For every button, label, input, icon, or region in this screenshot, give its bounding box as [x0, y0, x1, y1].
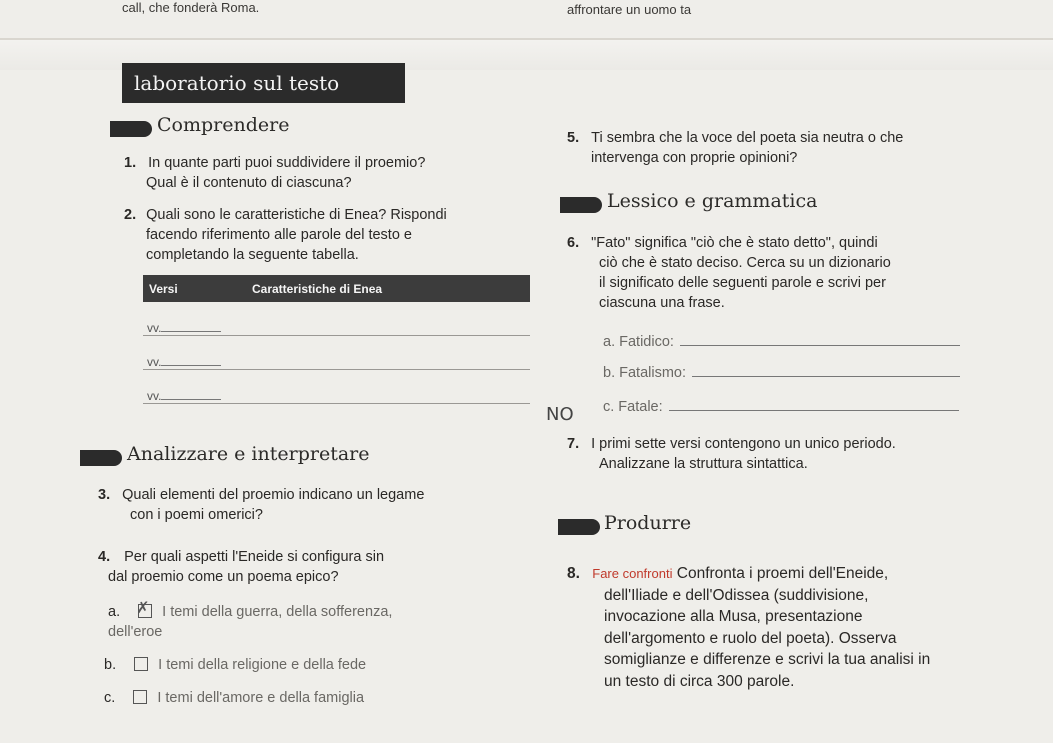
question-2 — [124, 205, 447, 265]
option-letter: c. — [104, 690, 116, 706]
q8-tag: Fare confronti — [592, 566, 673, 581]
section-marker — [80, 450, 122, 466]
fold-line — [0, 38, 1053, 40]
q8-number: 8. — [567, 565, 580, 582]
section-comprendere: Comprendere — [157, 114, 290, 136]
option-b[interactable] — [104, 655, 366, 675]
q7-number: 7. — [567, 436, 580, 452]
q4-line1: Per quali aspetti l'Eneide si configura sin — [124, 549, 385, 565]
option-letter: b. — [104, 657, 117, 673]
item-label: c. Fatale: — [603, 399, 663, 415]
checkbox-icon[interactable] — [134, 657, 148, 671]
q6-line4: ciascuna una frase. — [599, 295, 725, 311]
q1-line1: In quante parti puoi suddividere il proemio? — [148, 155, 426, 171]
checkbox-icon[interactable] — [133, 690, 147, 704]
question-6 — [567, 233, 891, 313]
question-8 — [567, 563, 930, 692]
checkbox-checked-icon[interactable]: ✗ — [138, 604, 152, 618]
section-marker — [558, 519, 600, 535]
q8-line3: invocazione alla Musa, presentazione — [604, 608, 863, 625]
table-cell-caratteristiche[interactable] — [246, 370, 530, 404]
q8-line2: dell'Iliade e dell'Odissea (suddivisione, — [604, 586, 869, 604]
q6-line1: "Fato" significa "ciò che è stato detto", quindi — [591, 235, 878, 251]
option-text-2: dell'eroe — [108, 624, 163, 640]
q3-line1: Quali elementi del proemio indicano un legame — [122, 487, 425, 503]
section-produrre: Produrre — [604, 512, 692, 534]
top-right-text: affrontare un uomo ta — [567, 2, 692, 17]
question-7 — [567, 434, 896, 474]
item-label: a. Fatidico: — [603, 334, 674, 350]
q8-line4: dell'argomento e ruolo del poeta). Osserva — [604, 629, 897, 647]
section-analizzare: Analizzare e interpretare — [127, 443, 370, 465]
q2-line1: Quali sono le caratteristiche di Enea? Rispondi — [146, 207, 447, 223]
q6-item-c[interactable] — [603, 397, 959, 417]
table-cell-versi[interactable]: vv. — [143, 336, 246, 370]
q4-number: 4. — [98, 549, 111, 565]
table-row — [143, 302, 530, 336]
q4-line2: dal proemio come un poema epico? — [108, 569, 339, 585]
table-row — [143, 336, 530, 370]
question-4 — [98, 547, 384, 587]
table-cell-versi[interactable]: vv. — [143, 370, 246, 404]
table-cell-versi[interactable]: vv. — [143, 302, 246, 336]
table-header-versi: Versi — [143, 275, 246, 302]
q8-line5: somiglianze e differenze e scrivi la tua analisi in — [604, 651, 931, 668]
q6-number: 6. — [567, 235, 580, 251]
q3-number: 3. — [98, 487, 111, 503]
section-marker — [560, 197, 602, 213]
q5-line1: Ti sembra che la voce del poeta sia neutra o che — [591, 130, 904, 146]
q3-line2: con i poemi omerici? — [130, 507, 263, 523]
q7-line1: I primi sette versi contengono un unico periodo. — [591, 436, 896, 452]
q2-line2: facendo riferimento alle parole del testo e — [146, 227, 412, 243]
q7-line2: Analizzane la struttura sintattica. — [599, 456, 808, 472]
q5-number: 5. — [567, 130, 580, 146]
q6-item-a[interactable] — [603, 332, 960, 352]
table-header-caratteristiche: Caratteristiche di Enea — [246, 275, 530, 302]
section-marker — [110, 121, 152, 137]
question-3 — [98, 485, 424, 525]
q2-line3: completando la seguente tabella. — [146, 247, 359, 263]
q6-line2: ciò che è stato deciso. Cerca su un dizionario — [599, 255, 891, 271]
option-c[interactable] — [104, 688, 364, 708]
table-cell-caratteristiche[interactable] — [246, 336, 530, 370]
q8-line1: Confronta i proemi dell'Eneide, — [676, 565, 889, 582]
section-lessico: Lessico e grammatica — [607, 190, 818, 212]
option-a[interactable] — [108, 602, 392, 642]
banner — [122, 63, 405, 103]
handwritten-note: NO — [546, 404, 574, 425]
q8-line6: un testo di circa 300 parole. — [604, 672, 795, 690]
question-5 — [567, 128, 903, 168]
q2-number: 2. — [124, 207, 137, 223]
q1-number: 1. — [124, 155, 137, 171]
option-text: I temi della guerra, della sofferenza, — [162, 604, 393, 620]
table-row — [143, 370, 530, 404]
top-left-text: call, che fonderà Roma. — [122, 0, 260, 15]
enea-table — [143, 275, 530, 404]
q6-item-b[interactable] — [603, 363, 960, 383]
question-1 — [124, 153, 425, 193]
table-cell-caratteristiche[interactable] — [246, 302, 530, 336]
option-text: I temi dell'amore e della famiglia — [157, 690, 365, 706]
option-letter: a. — [108, 604, 121, 620]
q1-line2: Qual è il contenuto di ciascuna? — [146, 175, 352, 191]
banner-title: laboratorio sul testo — [134, 71, 340, 95]
option-text: I temi della religione e della fede — [158, 657, 367, 673]
q5-line2: intervenga con proprie opinioni? — [591, 150, 798, 166]
item-label: b. Fatalismo: — [603, 365, 686, 381]
q6-line3: il significato delle seguenti parole e scrivi per — [599, 275, 886, 291]
